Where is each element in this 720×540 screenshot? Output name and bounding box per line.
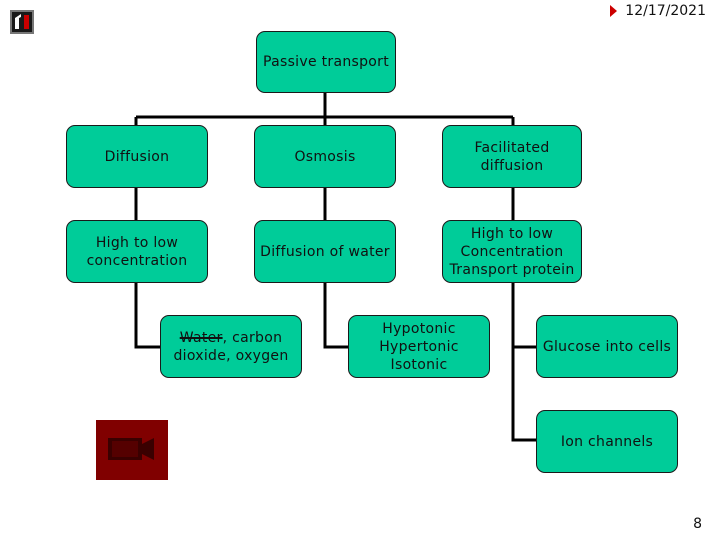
node-diffusion-of-water bbox=[254, 220, 396, 283]
node-facilitated-diffusion bbox=[442, 125, 582, 188]
node-passive-transport bbox=[256, 31, 396, 93]
node-ion-channels bbox=[536, 410, 678, 473]
node-high-to-low bbox=[66, 220, 208, 283]
node-osmosis bbox=[254, 125, 396, 188]
node-glucose bbox=[536, 315, 678, 378]
page-number: 8 bbox=[693, 516, 702, 532]
node-label bbox=[173, 329, 288, 365]
node-label: Diffusion bbox=[104, 148, 170, 165]
node-transport-protein bbox=[442, 220, 582, 283]
node-label: Passive transport bbox=[262, 54, 389, 70]
node-diffusion bbox=[66, 125, 208, 188]
node-tonicity bbox=[348, 315, 490, 378]
date-text: 12/17/2021 bbox=[625, 3, 706, 19]
node-label: High to low concentration bbox=[86, 234, 188, 269]
struck-word: Water bbox=[179, 329, 223, 346]
examples-rest: , carbon dioxide, oxygen bbox=[173, 329, 289, 364]
node-label: High to low Concentration Transport protein bbox=[449, 225, 575, 278]
node-label: Glucose into cells bbox=[542, 338, 672, 355]
video-placeholder[interactable] bbox=[96, 420, 168, 480]
video-camera-icon bbox=[96, 420, 168, 480]
node-label: Facilitated diffusion bbox=[474, 139, 550, 174]
node-label: Ion channels bbox=[560, 433, 654, 450]
node-label: Hypotonic Hypertonic Isotonic bbox=[379, 320, 459, 373]
node-label: Osmosis bbox=[294, 148, 356, 165]
node-examples-molecules bbox=[160, 315, 302, 378]
node-label: Diffusion of water bbox=[260, 243, 390, 260]
